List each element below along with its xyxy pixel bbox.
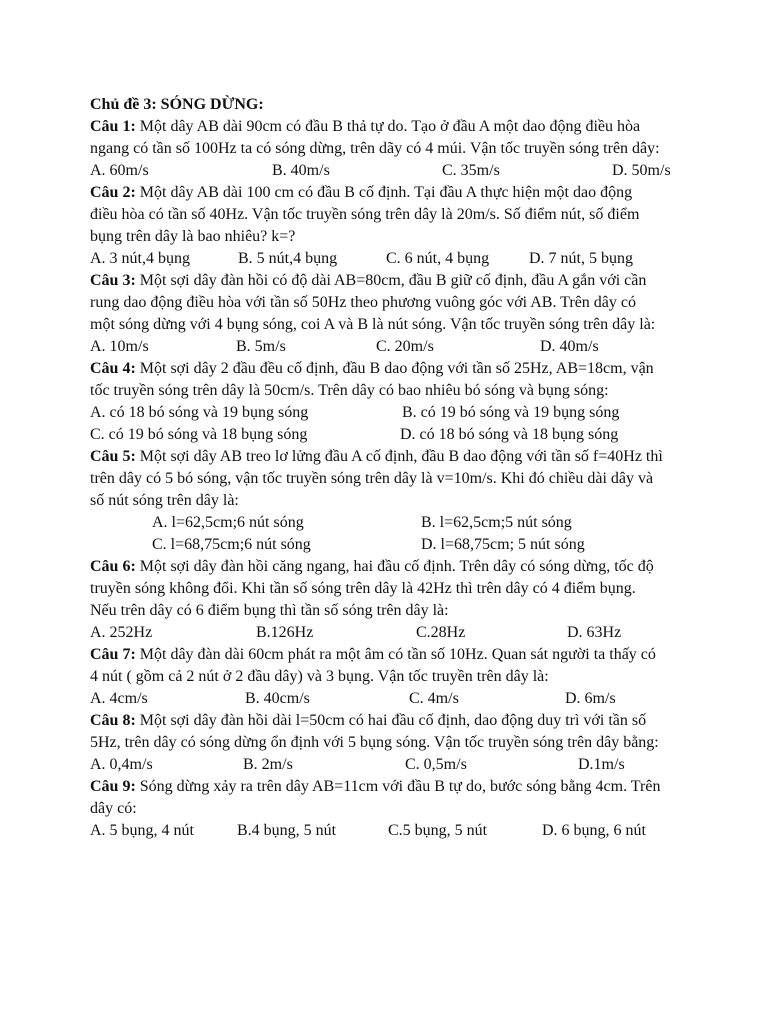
answer-options-row xyxy=(90,534,686,556)
question-text: điều hòa có tần số 40Hz. Vận tốc truyền sóng trên dây là 20m/s. Số điểm nút, số điểm xyxy=(90,206,640,223)
answer-option: A. 0,4m/s xyxy=(90,756,153,773)
answer-option: C. 6 nút, 4 bụng xyxy=(386,250,490,267)
answer-option: D. có 18 bó sóng và 18 bụng sóng xyxy=(400,426,619,443)
answer-option: D. l=68,75cm; 5 nút sóng xyxy=(421,536,585,553)
question-text: Một sợi dây AB treo lơ lửng đầu A cố định, đầu B dao động với tần số f=40Hz thì xyxy=(135,448,663,465)
answer-option: A. 5 bụng, 4 nút xyxy=(90,822,194,839)
answer-options-row xyxy=(90,424,686,446)
question-text: rung dao động điều hòa với tần số 50Hz theo phương vuông góc với AB. Trên dây có xyxy=(90,294,636,311)
question-text: ngang có tần số 100Hz ta có sóng dừng, trên dãy có 4 múi. Vận tốc truyền sóng trên dây: xyxy=(90,140,660,157)
question-text-line xyxy=(90,468,686,490)
question-label: Câu 2: xyxy=(90,184,136,201)
question-text: một sóng dừng với 4 bụng sóng, coi A và B là nút sóng. Vận tốc truyền sóng trên dây là: xyxy=(90,316,656,333)
question-4 xyxy=(90,358,686,446)
answer-options-row xyxy=(90,160,686,182)
answer-option: C. 20m/s xyxy=(376,338,434,355)
question-text: Một dây AB dài 100 cm có đầu B cố định. Tại đầu A thực hiện một dao động xyxy=(135,184,633,201)
question-text-line xyxy=(90,556,686,578)
answer-option: B. 5m/s xyxy=(236,338,286,355)
question-text-line xyxy=(90,710,686,732)
answer-option: D. 6m/s xyxy=(565,690,616,707)
answer-options-row xyxy=(90,754,686,776)
question-text-line xyxy=(90,798,686,820)
page-title: Chủ đề 3: SÓNG DỪNG: xyxy=(90,96,264,113)
answer-option: A. có 18 bó sóng và 19 bụng sóng xyxy=(90,404,309,421)
question-text: 5Hz, trên dây có sóng dừng ổn định với 5 bụng sóng. Vận tốc truyền sóng trên dây bằng: xyxy=(90,734,659,751)
question-text-line xyxy=(90,732,686,754)
question-text: số nút sóng trên dây là: xyxy=(90,492,239,509)
question-text: Một sợi dây đàn hồi căng ngang, hai đầu cố định. Trên dây có sóng dừng, tốc độ xyxy=(135,558,654,575)
question-text-line xyxy=(90,226,686,248)
question-6 xyxy=(90,556,686,644)
answer-option: A. 4cm/s xyxy=(90,690,148,707)
question-label: Câu 6: xyxy=(90,558,136,575)
question-3 xyxy=(90,270,686,358)
question-8 xyxy=(90,710,686,776)
question-text-line xyxy=(90,446,686,468)
question-label: Câu 9: xyxy=(90,778,136,795)
answer-option: B. 5 nút,4 bụng xyxy=(238,250,338,267)
answer-option: B. 40m/s xyxy=(272,162,330,179)
question-2 xyxy=(90,182,686,270)
question-label: Câu 8: xyxy=(90,712,136,729)
question-text-line xyxy=(90,292,686,314)
answer-option: B. l=62,5cm;5 nút sóng xyxy=(421,514,572,531)
question-text-line xyxy=(90,204,686,226)
question-text-line xyxy=(90,490,686,512)
answer-option: D.1m/s xyxy=(578,756,625,773)
answer-option: C. 35m/s xyxy=(442,162,500,179)
question-text-line xyxy=(90,600,686,622)
question-text-line xyxy=(90,270,686,292)
answer-option: D. 6 bụng, 6 nút xyxy=(542,822,646,839)
answer-options-row xyxy=(90,402,686,424)
question-text-line xyxy=(90,578,686,600)
answer-options-row xyxy=(90,820,686,842)
answer-option: C. 4m/s xyxy=(409,690,459,707)
answer-option: D. 63Hz xyxy=(567,624,622,641)
question-label: Câu 3: xyxy=(90,272,136,289)
question-7 xyxy=(90,644,686,710)
answer-option: D. 7 nút, 5 bụng xyxy=(529,250,633,267)
answer-option: A. 252Hz xyxy=(90,624,153,641)
question-text-line xyxy=(90,314,686,336)
answer-options-row xyxy=(90,336,686,358)
question-label: Câu 4: xyxy=(90,360,136,377)
question-list xyxy=(90,116,686,842)
answer-option: B.4 bụng, 5 nút xyxy=(237,822,337,839)
question-label: Câu 5: xyxy=(90,448,136,465)
question-text: truyền sóng không đổi. Khi tần số sóng trên dây là 42Hz thì trên dây có 4 điểm bụng. xyxy=(90,580,636,597)
question-text: bụng trên dây là bao nhiêu? k=? xyxy=(90,228,296,245)
answer-option: A. l=62,5cm;6 nút sóng xyxy=(152,514,304,531)
question-text-line xyxy=(90,138,686,160)
answer-option: D. 40m/s xyxy=(540,338,599,355)
question-text-line xyxy=(90,116,686,138)
answer-option: A. 10m/s xyxy=(90,338,149,355)
question-text: dây có: xyxy=(90,800,137,817)
answer-option: A. 60m/s xyxy=(90,162,149,179)
question-9 xyxy=(90,776,686,842)
question-text: tốc truyền sóng trên dây là 50cm/s. Trên dây có bao nhiêu bó sóng và bụng sóng: xyxy=(90,382,609,399)
question-text-line xyxy=(90,644,686,666)
question-text: Một sợi dây đàn hồi có độ dài AB=80cm, đầu B giữ cố định, đầu A gắn với cần xyxy=(135,272,647,289)
answer-option: B.126Hz xyxy=(256,624,314,641)
answer-option: D. 50m/s xyxy=(612,162,671,179)
question-text: Một sợi dây đàn hồi dài l=50cm có hai đầu cố định, dao động duy trì với tần số xyxy=(135,712,647,729)
question-5 xyxy=(90,446,686,556)
question-text: Nếu trên dây có 6 điểm bụng thì tần số sóng trên dây là: xyxy=(90,602,449,619)
question-text-line xyxy=(90,380,686,402)
question-1 xyxy=(90,116,686,182)
answer-option: B. 40cm/s xyxy=(245,690,310,707)
answer-option: C.5 bụng, 5 nút xyxy=(388,822,488,839)
question-text: trên dây có 5 bó sóng, vận tốc truyền sóng trên dây là v=10m/s. Khi đó chiều dài dây và xyxy=(90,470,654,487)
answer-option: C.28Hz xyxy=(416,624,466,641)
question-text: Một dây AB dài 90cm có đầu B thả tự do. Tạo ở đầu A một dao động điều hòa xyxy=(135,118,641,135)
question-label: Câu 1: xyxy=(90,118,136,135)
answer-options-row xyxy=(90,688,686,710)
answer-options-row xyxy=(90,512,686,534)
answer-option: B. 2m/s xyxy=(243,756,293,773)
answer-option: C. 0,5m/s xyxy=(405,756,467,773)
question-text-line xyxy=(90,776,686,798)
answer-option: C. có 19 bó sóng và 18 bụng sóng xyxy=(90,426,308,443)
question-text-line xyxy=(90,666,686,688)
document-content xyxy=(90,94,686,842)
question-label: Câu 7: xyxy=(90,646,136,663)
answer-option: B. có 19 bó sóng và 19 bụng sóng xyxy=(402,404,620,421)
question-text: 4 nút ( gồm cả 2 nút ở 2 đầu dây) và 3 bụng. Vận tốc truyền trên dây là: xyxy=(90,668,549,685)
answer-options-row xyxy=(90,622,686,644)
question-text-line xyxy=(90,358,686,380)
answer-option: A. 3 nút,4 bụng xyxy=(90,250,190,267)
question-text: Sóng dừng xảy ra trên dây AB=11cm với đầu B tự do, bước sóng bằng 4cm. Trên xyxy=(135,778,661,795)
question-text-line xyxy=(90,182,686,204)
answer-option: C. l=68,75cm;6 nút sóng xyxy=(152,536,311,553)
question-text: Một dây đàn dài 60cm phát ra một âm có tần số 10Hz. Quan sát người ta thấy có xyxy=(135,646,656,663)
question-text: Một sợi dây 2 đầu đều cố định, đầu B dao động với tần số 25Hz, AB=18cm, vận xyxy=(135,360,654,377)
answer-options-row xyxy=(90,248,686,270)
